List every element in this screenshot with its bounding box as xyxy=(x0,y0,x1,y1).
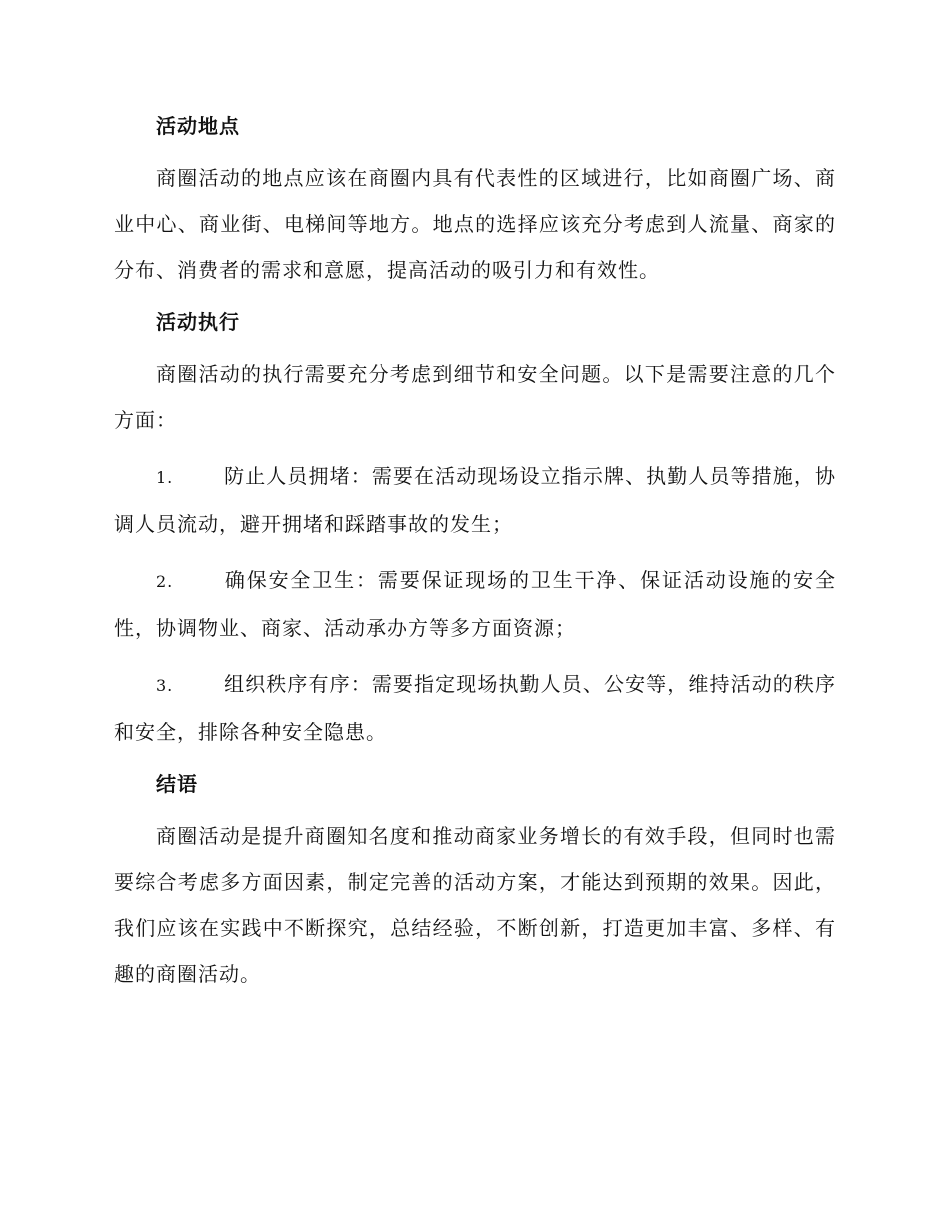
list-item-text: 防止人员拥堵：需要在活动现场设立指示牌、执勤人员等措施，协调人员流动，避开拥堵和踩踏事故的发生； xyxy=(114,464,836,536)
list-item-number: 2. xyxy=(156,572,174,591)
list-item-number: 1. xyxy=(156,468,174,487)
section-heading-conclusion: 结语 xyxy=(156,772,198,796)
section-paragraph-conclusion: 商圈活动是提升商圈知名度和推动商家业务增长的有效手段，但同时也需要综合考虑多方面因素，制定完善的活动方案，才能达到预期的效果。因此，我们应该在实践中不断探究，总结经验，不断创新，打造更加丰富、多样、有趣的商圈活动。 xyxy=(114,824,836,986)
list-item xyxy=(114,557,836,651)
list-item xyxy=(114,453,836,547)
list-item-text: 确保安全卫生：需要保证现场的卫生干净、保证活动设施的安全性，协调物业、商家、活动承办方等多方面资源； xyxy=(114,568,836,640)
document-page xyxy=(114,107,836,1007)
section-heading-location: 活动地点 xyxy=(156,114,240,138)
list-item-text: 组织秩序有序：需要指定现场执勤人员、公安等，维持活动的秩序和安全，排除各种安全隐患。 xyxy=(114,672,836,744)
section-paragraph-execution: 商圈活动的执行需要充分考虑到细节和安全问题。以下是需要注意的几个方面： xyxy=(114,362,836,432)
section-paragraph-location: 商圈活动的地点应该在商圈内具有代表性的区域进行，比如商圈广场、商业中心、商业街、电梯间等地方。地点的选择应该充分考虑到人流量、商家的分布、消费者的需求和意愿，提高活动的吸引力和有效性。 xyxy=(114,166,836,282)
list-item-number: 3. xyxy=(156,676,174,695)
list-item xyxy=(114,661,836,755)
section-heading-execution: 活动执行 xyxy=(156,310,240,334)
